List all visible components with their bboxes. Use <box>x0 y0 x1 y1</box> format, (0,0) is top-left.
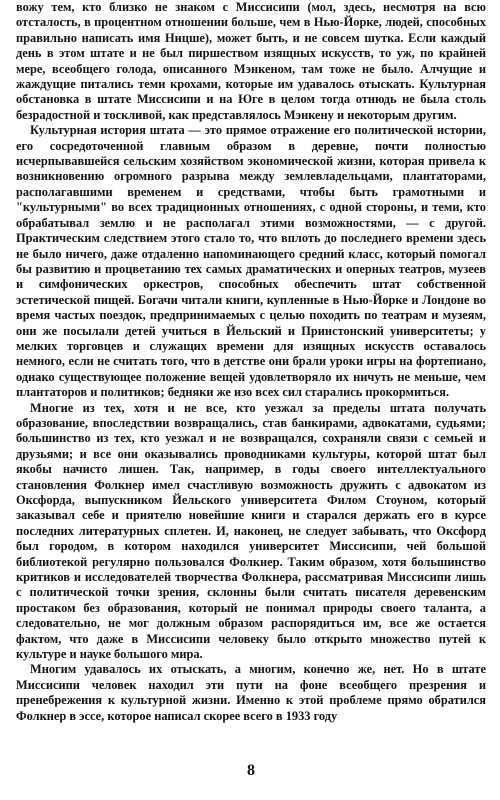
body-text <box>16 0 486 724</box>
page-number: 8 <box>247 762 255 779</box>
paragraph-continuation: вожу тем, кто близко не знаком с Миссисипи (мол, здесь, несмотря на всю отсталость, в процентном отношении больше, чем в Нью-Йорке, людей, способных правильно написать имя Ницше), может быть, и не совсем шутка. Если каждый день в этом штате и не был пиршеством изящных искусств, то уж, по крайней мере, всеобщего голода, описанного Мэнкеном, там тоже не было. Алчущие и жаждущие питались теми крохами, которые им удавалось отыскать. Культурная обстановка в штате Миссисипи и на Юге в целом тогда отнюдь не была столь безрадостной и тоскливой, как представлялось Мэнкену и некоторым другим. <box>16 0 486 122</box>
paragraph-cultural-history: Культурная история штата — это прямое отражение его политической истории, его сосредоточенной главным образом в деревне, почти полностью исчерпывавшейся сельским хозяйством экономической жизни, которая привела к возникновению огромного разрыва между землевладельцами, плантаторами, располагавшими временем и средствами, чтобы быть грамотными и "культурными" во всех традиционных отношениях, с одной стороны, и теми, кто обрабатывал землю и не располагал этими возможностями, — с другой. Практическим следствием этого стало то, что вплоть до последнего времени здесь не было ничего, даже отдаленно напоминающего средний класс, который помогал бы развитию и процветанию тех самых драматических и оперных театров, музеев и симфонических оркестров, способных обеспечить штат собственной эстетической пищей. Богачи читали книги, купленные в Нью-Йорке и Лондоне во время частых поездок, предпринимаемых с целью походить по театрам и музеям, они же посылали детей учиться в Йельский и Принстонский университеты; у мелких торговцев и служащих времени для изящных искусств оставалось немного, если не считать того, что в детстве они брали уроки игры на фортепиано, однако существующее положение вещей удовлетворяло их ничуть не меньше, чем плантаторов и политиков; бедняки же изо всех сил старались прокормиться. <box>16 123 486 400</box>
book-page <box>16 0 486 800</box>
paragraph-education: Многие из тех, хотя и не все, кто уезжал за пределы штата получать образование, впоследствии возвращались, став банкирами, адвокатами, судьями; большинство из тех, кто уезжал и не возвращался, сохраняли связи с семьей и друзьями; и все они оказывались проводниками культуры, которой штат был якобы начисто лишен. Так, например, в годы своего интеллектуального становления Фолкнер имел счастливую возможность дружить с адвокатом из Оксфорда, выпускником Йельского университета Филом Стоуном, который заказывал себе и приятелю новейшие книги и старался держать его в курсе последних литературных сплетен. И, наконец, не следует забывать, что Оксфорд был городом, в котором находился университет Миссисипи, чей большой библиотекой регулярно пользовался Фолкнер. Таким образом, хотя большинство критиков и исследователей творчества Фолкнера, рассматривая Миссисипи лишь с политической точки зрения, склонны были считать писателя деревенским простаком без образования, который не понимал природы своего таланта, а следовательно, не мог должным образом распорядиться им, все же остается фактом, что даже в Миссисипи человеку было открыто множество путей к культуре и науке большого мира. <box>16 400 486 662</box>
paragraph-paths: Многим удавалось их отыскать, а многим, конечно же, нет. Но в штате Миссисипи человек находил эти пути на фоне всеобщего презрения и пренебрежения к культурной жизни. Именно к этой проблеме прямо обратился Фолкнер в эссе, которое написал скорее всего в 1933 году <box>16 662 486 723</box>
